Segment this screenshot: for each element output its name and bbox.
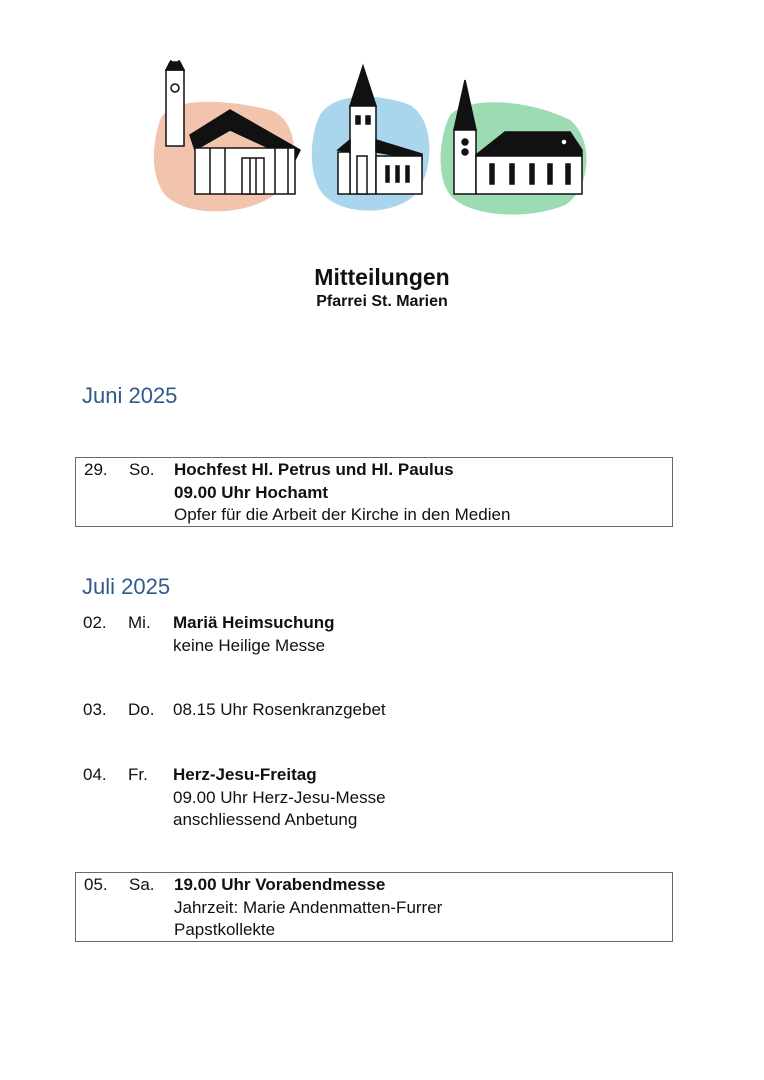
event-entry [75, 612, 673, 657]
month-heading-juli: Juli 2025 [82, 574, 171, 599]
event-line: Jahrzeit: Marie Andenmatten-Furrer [174, 897, 443, 917]
event-line: 09.00 Uhr Hochamt [174, 482, 328, 502]
page-subtitle: Pfarrei St. Marien [316, 293, 448, 310]
event-line: 09.00 Uhr Herz-Jesu-Messe [173, 787, 386, 807]
event-line: Mariä Heimsuchung [173, 613, 335, 632]
event-weekday: Fr. [128, 765, 148, 784]
event-entry [75, 872, 673, 942]
event-weekday: Sa. [129, 875, 155, 894]
event-line: 08.15 Uhr Rosenkranzgebet [173, 700, 386, 719]
month-heading-juni: Juni 2025 [82, 383, 178, 408]
three-churches-logo [150, 60, 600, 220]
event-day: 02. [83, 613, 107, 632]
event-day: 03. [83, 700, 107, 719]
event-weekday: Mi. [128, 613, 151, 632]
event-line: Opfer für die Arbeit der Kirche in den Medien [174, 505, 511, 524]
event-entry [75, 457, 673, 527]
event-day: 05. [84, 875, 108, 894]
event-line: keine Heilige Messe [173, 635, 326, 655]
event-line: 19.00 Uhr Vorabendmesse [174, 875, 386, 894]
header [0, 262, 764, 312]
event-day: 29. [84, 460, 108, 479]
event-line: Papstkollekte [174, 920, 276, 939]
event-weekday: Do. [128, 700, 155, 719]
event-line: Hochfest Hl. Petrus und Hl. Paulus [174, 460, 454, 479]
event-entry [75, 699, 673, 722]
event-day: 04. [83, 765, 107, 784]
event-weekday: So. [129, 460, 155, 479]
event-line: Herz-Jesu-Freitag [173, 765, 317, 784]
event-entry [75, 764, 673, 832]
page-title: Mitteilungen [314, 264, 450, 290]
event-line: anschliessend Anbetung [173, 810, 358, 829]
